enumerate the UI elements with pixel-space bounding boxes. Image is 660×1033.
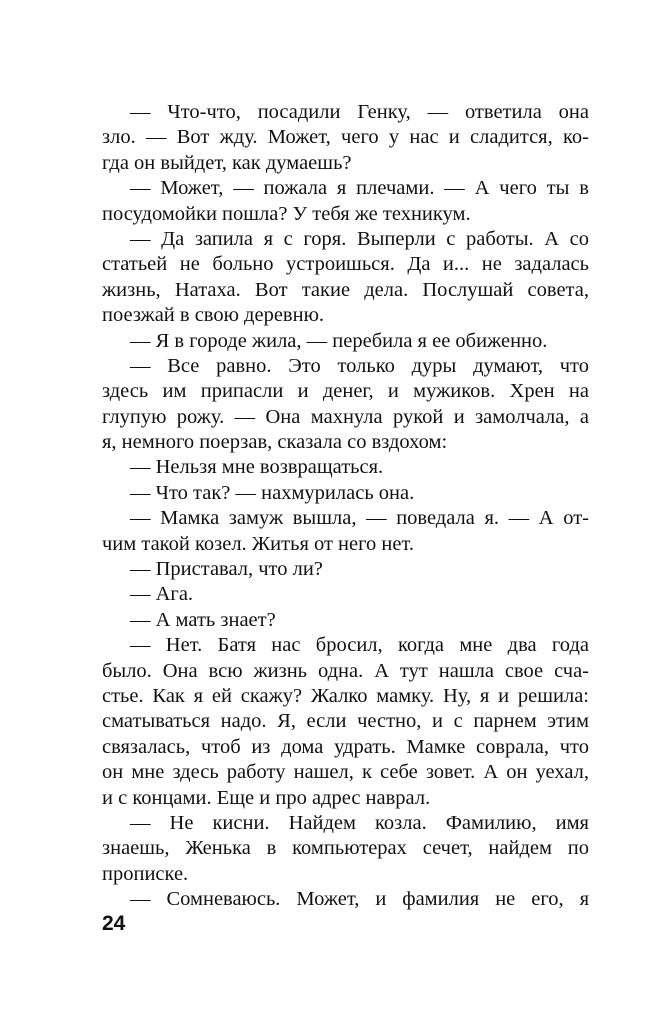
paragraph bbox=[102, 633, 589, 811]
text-line: — Не кисни. Найдем козла. Фамилию, имя bbox=[130, 811, 589, 834]
paragraph bbox=[102, 455, 589, 480]
page-number: 24 bbox=[102, 912, 126, 935]
paragraph bbox=[102, 506, 589, 557]
paragraph bbox=[102, 227, 589, 329]
paragraph bbox=[102, 354, 589, 456]
text-line: знаешь, Женька в компьютерах сечет, найдем по bbox=[102, 837, 589, 860]
text-line: статьей не больно устроишься. Да и... не задалась bbox=[102, 253, 589, 276]
text-line: жизнь, Натаха. Вот такие дела. Послушай совета, bbox=[102, 278, 589, 301]
paragraph bbox=[102, 608, 589, 633]
text-line: стье. Как я ей скажу? Жалко мамку. Ну, я и решила: bbox=[102, 684, 589, 707]
text-line: — Что так? — нахмурилась она. bbox=[130, 481, 415, 504]
text-line: — Нельзя мне возвращаться. bbox=[130, 456, 384, 479]
text-line: и с концами. Еще и про адрес наврал. bbox=[102, 786, 431, 809]
text-line: — Да запила я с горя. Выперли с работы. А со bbox=[130, 227, 589, 250]
paragraph bbox=[102, 582, 589, 607]
text-line: — Приставал, что ли? bbox=[130, 558, 323, 581]
paragraph bbox=[102, 329, 589, 354]
page-body-text bbox=[102, 100, 589, 913]
text-line: глупую рожу. — Она махнула рукой и замолчала, а bbox=[102, 405, 589, 428]
paragraph bbox=[102, 887, 589, 912]
paragraph bbox=[102, 100, 589, 176]
text-line: связалась, чтоб из дома удрать. Мамке соврала, что bbox=[102, 735, 589, 758]
text-line: было. Она всю жизнь одна. А тут нашла свое сча- bbox=[102, 659, 589, 682]
text-line: — Может, — пожала я плечами. — А чего ты в bbox=[130, 177, 589, 200]
text-line: он мне здесь работу нашел, к себе зовет. А он уехал, bbox=[102, 761, 589, 784]
paragraph bbox=[102, 481, 589, 506]
text-line: — Сомневаюсь. Может, и фамилия не его, я bbox=[130, 888, 589, 911]
text-line: сматываться надо. Я, если честно, и с парнем этим bbox=[102, 710, 589, 733]
paragraph bbox=[102, 176, 589, 227]
text-line: — Что-что, посадили Генку, — ответила она bbox=[130, 101, 589, 123]
text-line: — Нет. Батя нас бросил, когда мне два года bbox=[130, 634, 589, 657]
text-line: — Я в городе жила, — перебила я ее обиженно. bbox=[130, 329, 548, 352]
text-line: — Мамка замуж вышла, — поведала я. — А от- bbox=[130, 507, 589, 530]
text-line: здесь им припасли и денег, и мужиков. Хрен на bbox=[102, 380, 589, 403]
text-line: зло. — Вот жду. Может, чего у нас и сладится, ко- bbox=[102, 126, 589, 149]
text-line: поезжай в свою деревню. bbox=[102, 304, 325, 327]
text-line: прописке. bbox=[102, 862, 189, 885]
text-line: — Ага. bbox=[130, 583, 194, 606]
text-line: — Все равно. Это только дуры думают, что bbox=[130, 354, 589, 377]
paragraph bbox=[102, 811, 589, 887]
text-line: я, немного поерзав, сказала со вздохом: bbox=[102, 431, 448, 454]
text-line: посудомойки пошла? У тебя же техникум. bbox=[102, 202, 471, 225]
text-line: — А мать знает? bbox=[130, 608, 276, 631]
text-line: гда он выйдет, как думаешь? bbox=[102, 151, 352, 174]
text-line: чим такой козел. Житья от него нет. bbox=[102, 532, 415, 555]
paragraph bbox=[102, 557, 589, 582]
